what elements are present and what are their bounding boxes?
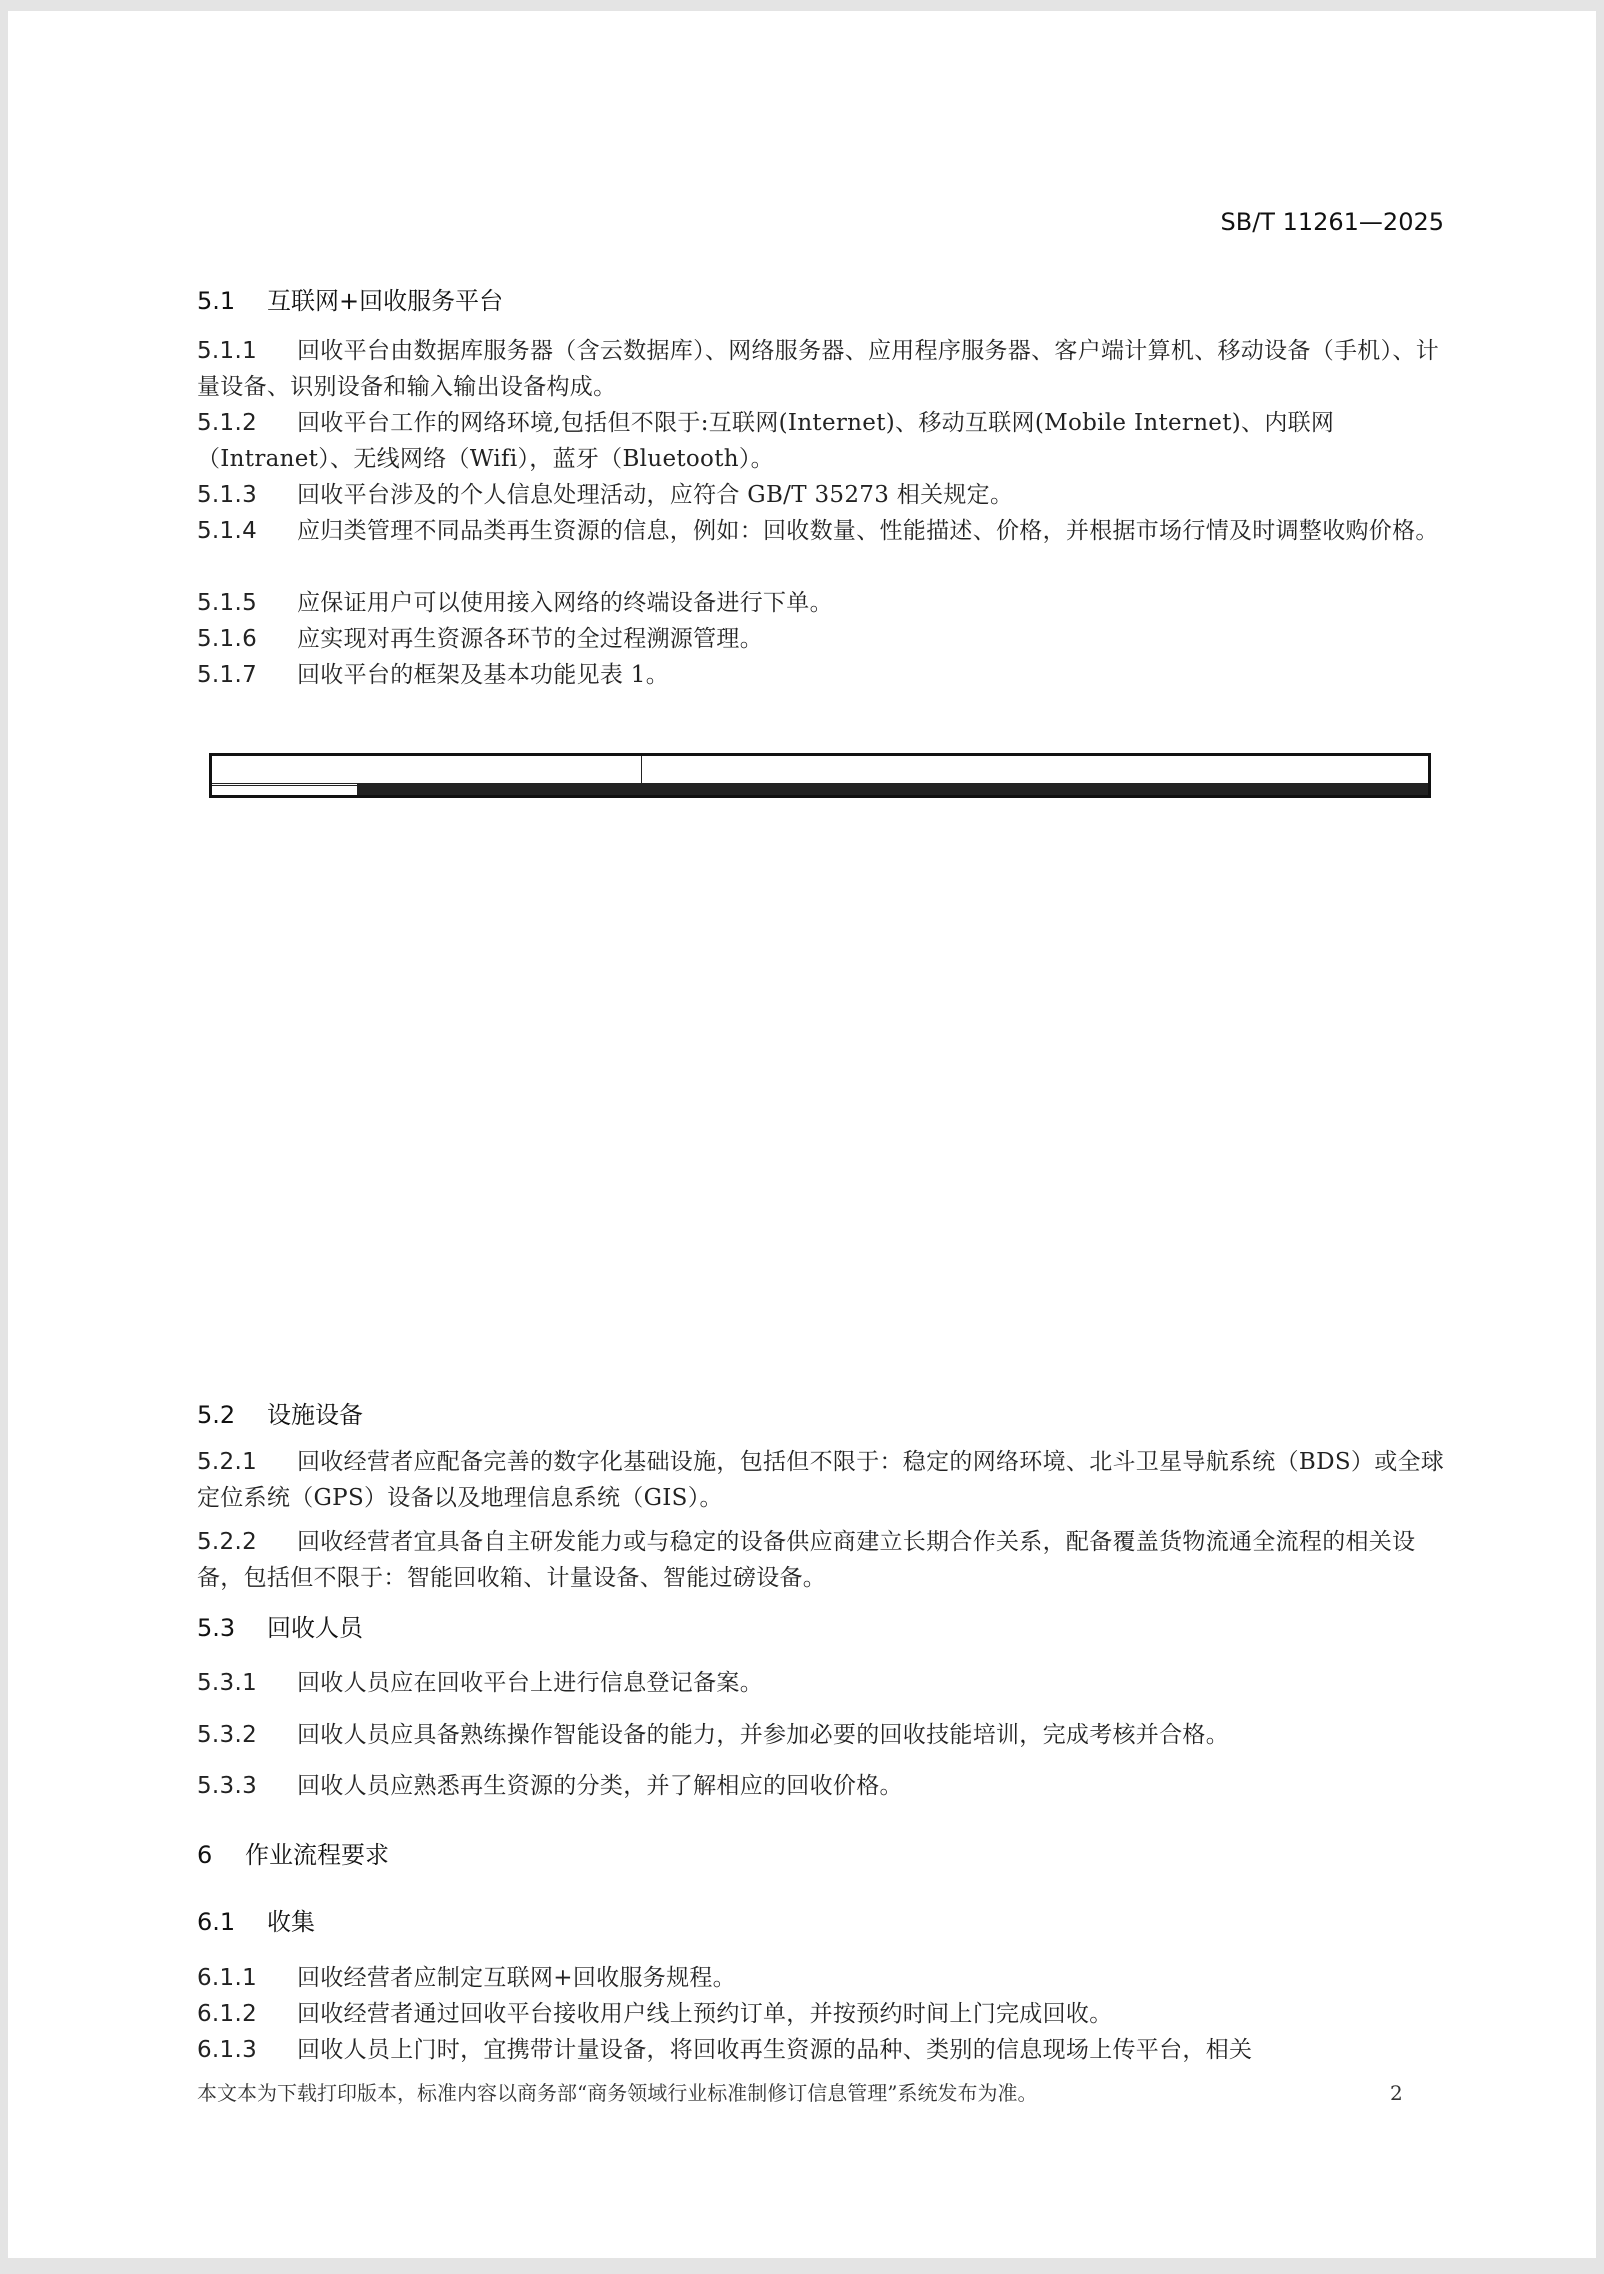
clause-text: 回收经营者应制定互联网+回收服务规程。 <box>297 1965 736 1991</box>
section-number: 5.1 <box>197 287 236 315</box>
clause-5-1-6 <box>197 621 1447 657</box>
clause-text: 回收人员应在回收平台上进行信息登记备案。 <box>297 1670 763 1696</box>
clause-5-1-4 <box>197 513 1447 549</box>
section-title: 收集 <box>267 1908 315 1936</box>
clause-text: 应保证用户可以使用接入网络的终端设备进行下单。 <box>297 590 833 616</box>
item-cell <box>358 795 642 797</box>
clause-text: 回收人员应熟悉再生资源的分类，并了解相应的回收价格。 <box>297 1773 903 1799</box>
clause-text: 回收平台涉及的个人信息处理活动，应符合 GB/T 35273 相关规定。 <box>297 482 1014 508</box>
section-number: 5.2 <box>197 1401 236 1429</box>
clause-number: 5.1.1 <box>197 338 258 364</box>
platform-framework-table <box>209 753 1431 798</box>
section-title: 作业流程要求 <box>245 1841 389 1869</box>
table-header-row <box>211 755 1430 784</box>
clause-text: 回收经营者宜具备自主研发能力或与稳定的设备供应商建立长期合作关系，配备覆盖货物流通全流程的相关设备，包括但不限于：智能回收箱、计量设备、智能过磅设备。 <box>197 1529 1416 1591</box>
clause-number: 5.3.3 <box>197 1773 258 1799</box>
clause-number: 5.3.1 <box>197 1670 258 1696</box>
section-title: 互联网+回收服务平台 <box>267 287 504 315</box>
header-cell-framework <box>211 755 642 784</box>
section-heading-6-1 <box>197 1907 315 1937</box>
section-number: 6.1 <box>197 1908 236 1936</box>
section-heading-5-2 <box>197 1400 363 1430</box>
clause-text: 应归类管理不同品类再生资源的信息，例如：回收数量、性能描述、价格，并根据市场行情及时调整收购价格。 <box>297 518 1439 544</box>
clause-5-3-2 <box>197 1717 1447 1753</box>
section-heading-6 <box>197 1840 389 1870</box>
clause-5-3-3 <box>197 1768 1447 1804</box>
table-row <box>211 795 1430 797</box>
section-title: 回收人员 <box>267 1614 363 1642</box>
document-code: SB/T 11261—2025 <box>1220 208 1444 236</box>
header-cell-function <box>642 755 1430 784</box>
section-title: 设施设备 <box>267 1401 363 1429</box>
section-number: 5.3 <box>197 1614 236 1642</box>
footer-notice: 本文本为下载打印版本，标准内容以商务部“商务领域行业标准制修订信息管理”系统发布为准。 <box>197 2081 1038 2105</box>
function-cell <box>642 795 1430 797</box>
clause-5-1-3 <box>197 477 1447 513</box>
clause-5-1-1 <box>197 333 1447 405</box>
clause-6-1-1 <box>197 1960 1447 1996</box>
clause-5-1-2 <box>197 405 1447 477</box>
clause-text: 回收人员上门时，宜携带计量设备，将回收再生资源的品种、类别的信息现场上传平台，相关 <box>297 2037 1253 2063</box>
clause-number: 6.1.3 <box>197 2037 258 2063</box>
clause-number: 6.1.2 <box>197 2001 258 2027</box>
clause-number: 6.1.1 <box>197 1965 258 1991</box>
section-heading-5-1 <box>197 286 503 316</box>
clause-number: 5.1.6 <box>197 626 258 652</box>
clause-5-1-7 <box>197 657 1447 693</box>
clause-number: 5.1.4 <box>197 518 258 544</box>
table-caption <box>8 707 1596 737</box>
clause-text: 回收平台的框架及基本功能见表 1。 <box>297 662 670 688</box>
clause-5-3-1 <box>197 1665 1447 1701</box>
clause-5-1-5 <box>197 585 1447 621</box>
clause-text: 回收平台由数据库服务器（含云数据库）、网络服务器、应用程序服务器、客户端计算机、移动设备（手机）、计量设备、识别设备和输入输出设备构成。 <box>197 338 1439 400</box>
clause-5-2-2 <box>197 1524 1447 1596</box>
clause-number: 5.1.5 <box>197 590 258 616</box>
page-number: 2 <box>1390 2081 1403 2105</box>
clause-number: 5.2.1 <box>197 1449 258 1475</box>
section-heading-5-3 <box>197 1613 363 1643</box>
clause-text: 应实现对再生资源各环节的全过程溯源管理。 <box>297 626 763 652</box>
group-cell <box>211 786 358 797</box>
clause-number: 5.1.7 <box>197 662 258 688</box>
clause-text: 回收经营者通过回收平台接收用户线上预约订单，并按预约时间上门完成回收。 <box>297 2001 1113 2027</box>
clause-text: 回收人员应具备熟练操作智能设备的能力，并参加必要的回收技能培训，完成考核并合格。 <box>297 1722 1229 1748</box>
clause-5-2-1 <box>197 1444 1447 1516</box>
section-number: 6 <box>197 1841 213 1869</box>
clause-6-1-3 <box>197 2032 1447 2068</box>
clause-number: 5.1.3 <box>197 482 258 508</box>
clause-number: 5.2.2 <box>197 1529 258 1555</box>
clause-number: 5.3.2 <box>197 1722 258 1748</box>
clause-number: 5.1.2 <box>197 410 258 436</box>
clause-text: 回收经营者应配备完善的数字化基础设施，包括但不限于：稳定的网络环境、北斗卫星导航系统（BDS）或全球定位系统（GPS）设备以及地理信息系统（GIS）。 <box>197 1449 1445 1511</box>
clause-6-1-2 <box>197 1996 1447 2032</box>
clause-text: 回收平台工作的网络环境,包括但不限于:互联网(Internet)、移动互联网(Mobile Internet)、内联网（Intranet）、无线网络（Wifi），蓝牙（Bluetooth）。 <box>197 410 1335 472</box>
document-page <box>8 11 1596 2258</box>
